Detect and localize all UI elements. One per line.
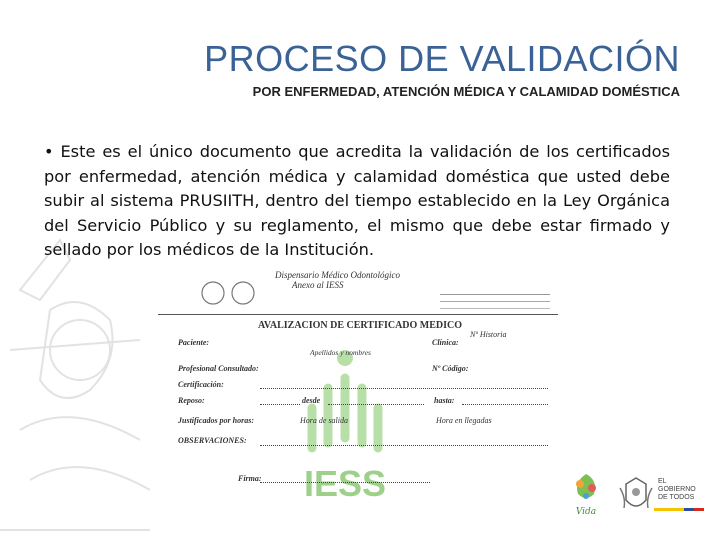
form-reposo-line: [260, 404, 300, 405]
form-profesional-label: Profesional Consultado:: [178, 364, 259, 373]
form-observaciones-label: OBSERVACIONES:: [178, 436, 247, 445]
form-hasta-line: [462, 404, 548, 405]
crest-watermark: [0, 230, 160, 540]
form-firma-line: [260, 482, 430, 483]
form-hora-llegada-label: Hora en llegadas: [436, 416, 492, 425]
form-dept-line2: Anexo al IESS: [292, 280, 344, 290]
form-rule: [158, 314, 558, 315]
form-desde-line: [328, 404, 424, 405]
form-apellidos-label: Apellidos y nombres: [310, 348, 371, 357]
flag-stripe-blue: [684, 508, 694, 511]
form-desde-label: desde: [302, 396, 321, 405]
form-certificacion-label: Certificación:: [178, 380, 224, 389]
footer-logos: [566, 468, 716, 528]
body-paragraph: • Este es el único documento que acredita la validación de los certificados por enfermedad, atención médica y calamidad doméstica que usted debe subir al sistema PRUSIITH, dentro del tiempo establecido en la Ley Orgánica del Servicio Público y su reglamento, el mismo que debe estar firmado y sellado por los médicos de la Institución.: [44, 142, 670, 259]
form-document: [150, 268, 560, 540]
form-observaciones-line: [260, 445, 548, 446]
logo-text-line3: DE TODOS: [658, 494, 695, 501]
form-address: [440, 290, 550, 314]
form-dept-line1: Dispensario Médico Odontológico: [275, 270, 400, 280]
logo-text-line1: EL: [658, 478, 667, 485]
form-hasta-label: hasta:: [434, 396, 455, 405]
vida-logo-text: Vida: [575, 507, 597, 517]
page-subtitle: POR ENFERMEDAD, ATENCIÓN MÉDICA Y CALAMIDAD DOMÉSTICA: [252, 84, 680, 99]
flag-stripe-red: [694, 508, 704, 511]
form-paciente-label: Paciente:: [178, 338, 210, 347]
form-reposo-label: Reposo:: [178, 396, 205, 405]
form-firma-label: Firma:: [238, 474, 262, 483]
logo-text-line2: GOBIERNO: [658, 486, 696, 493]
flag-stripe-yellow: [654, 508, 684, 511]
form-justificado-label: Justificados por horas:: [178, 416, 255, 425]
form-codigo-label: Nº Código:: [432, 364, 469, 373]
vida-logo-icon: [568, 468, 604, 520]
iess-watermark-text: IESS: [303, 463, 387, 498]
form-title: AVALIZACION DE CERTIFICADO MEDICO: [258, 320, 463, 331]
form-hora-salida-label: Hora de salida: [300, 416, 348, 425]
form-certificacion-line: [260, 388, 548, 389]
emblem-icon: [198, 278, 258, 308]
ecuador-crest-icon: [616, 474, 656, 518]
page-title: PROCESO DE VALIDACIÓN: [204, 38, 680, 79]
iess-watermark: [290, 318, 400, 498]
form-historia-label: Nº Historia: [470, 330, 507, 339]
form-clinica-label: Clínica:: [432, 338, 459, 347]
gobierno-logo-text: [658, 478, 696, 502]
